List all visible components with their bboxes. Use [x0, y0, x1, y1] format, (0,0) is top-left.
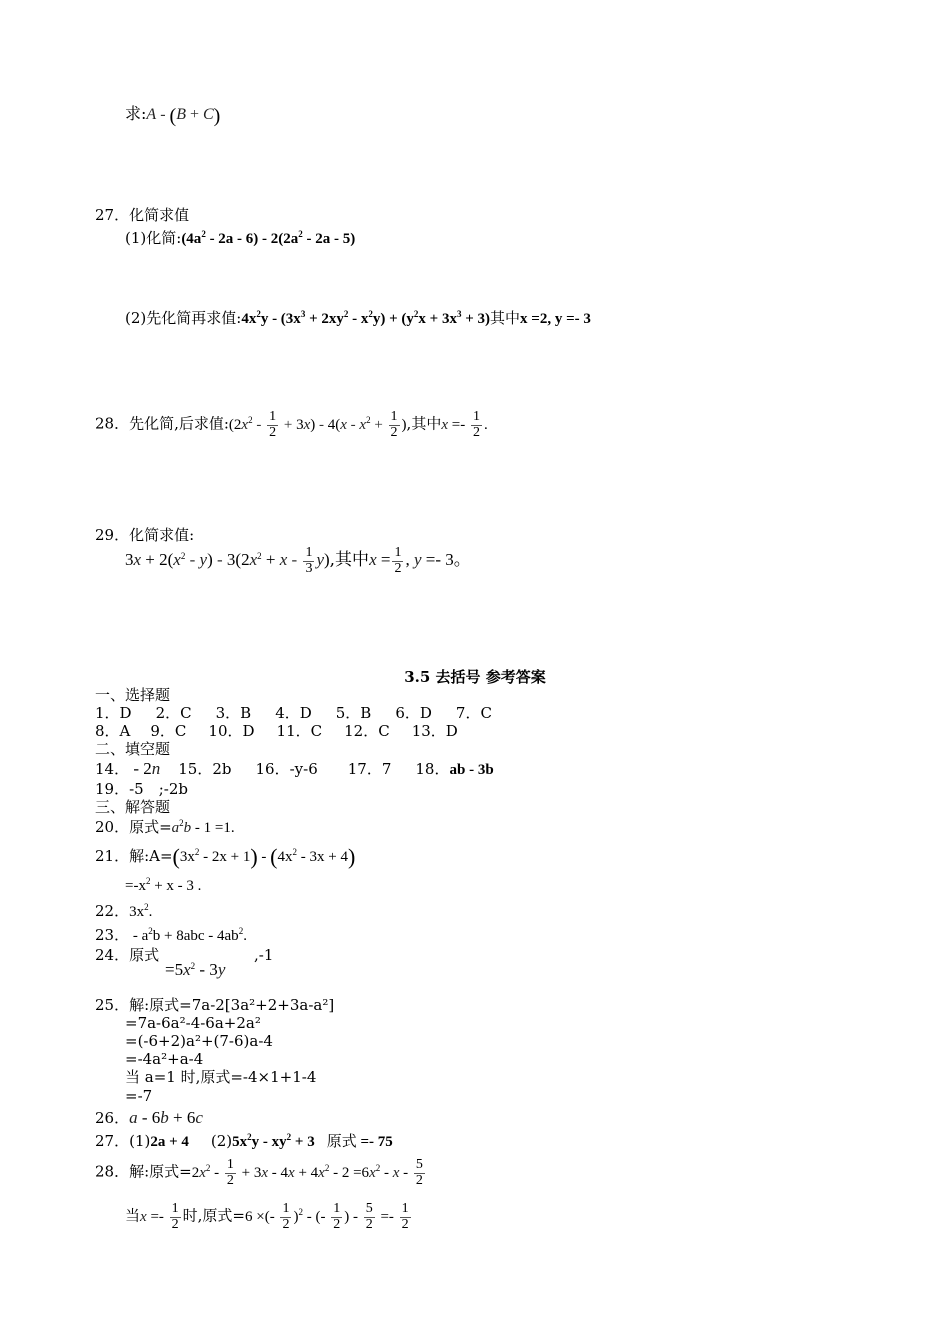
fill-18-label: 18．: [415, 760, 450, 778]
answer-27-part2: $5x^2y - xy^2 + 3$: [232, 1132, 315, 1150]
answer-28-eval: [125, 1202, 413, 1232]
answer-25-line: 25．解:原式=7a-2[3a²+2+3a-a²]: [95, 996, 335, 1014]
answer-21: [95, 844, 355, 870]
q26-expression: A - (B + C): [146, 105, 221, 127]
answer-22: [95, 902, 152, 921]
q27-part1-expression: $(4a^2 - 2a - 6) - 2(2a^2 - 2a - 5)$: [181, 229, 356, 247]
answer-20: [95, 818, 235, 837]
answer-20-label: 20．原式=: [95, 818, 172, 836]
q27-part1-prefix: (1)化简:: [125, 229, 182, 247]
fill-row-1: [95, 759, 494, 779]
mc-item: 13．D: [411, 722, 458, 740]
answer-28-expression: $2x^2$ - $\frac{1}{2}$ + $3x - 4x + 4x^2 - 2 =6x^2 - x$ - $\frac{5}{2}$: [191, 1157, 423, 1188]
answer-24-label: 24．原式: [95, 946, 160, 964]
answer-28-x-value: x =- $\frac{1}{2}$: [140, 1201, 179, 1232]
answer-24-expression: $=5x^2 - 3y$: [165, 960, 226, 979]
answer-21-result: $=-x^2 + x - 3$ .: [125, 876, 202, 894]
mc-row-2: [95, 722, 458, 740]
answer-25-line: =-4a²+a-4: [125, 1050, 204, 1068]
q27-part1: [125, 229, 355, 248]
mc-item: 8．A: [95, 722, 131, 740]
answer-27-result: =- 75: [356, 1134, 393, 1150]
q29-values: x = $\frac{1}{2}$ , y =- 3: [369, 545, 454, 576]
answer-28-shi: 时,原式=: [182, 1206, 245, 1225]
q28-where: ,其中: [406, 414, 442, 433]
q27-part2-where: 其中: [490, 309, 521, 327]
q26-ask-prefix: 求:: [125, 104, 147, 123]
answers-sec3: 三、解答题: [95, 798, 171, 816]
mc-item: 11．C: [276, 722, 323, 740]
answer-22-label: 22．: [95, 902, 130, 920]
mc-item: 12．C: [344, 722, 390, 740]
q29-line: [125, 546, 471, 576]
answer-20-value: $a^2b - 1 =1$.: [171, 818, 235, 836]
fill-14-value: - 2n: [129, 759, 161, 778]
answer-28-computation: 6 ×(- $\frac{1}{2}$ )$^2$ - (- $\frac{1}{2}$ ) - $\frac{5}{2}$ =- $\frac{1}{2}$: [245, 1201, 409, 1232]
fill-14-label: 14．: [95, 760, 130, 778]
mc-row-1: [95, 704, 492, 722]
answer-24-tail: ,-1: [254, 946, 274, 964]
answer-27-part1: 2a + 4: [150, 1134, 189, 1150]
q26-ask: [125, 104, 220, 128]
q29-expression: $3x + 2(x^2 - y) - 3(2x^2 + x$ - $\frac{1}{3}$ y): [125, 545, 330, 576]
fill-17: 17．7: [347, 760, 392, 778]
q28-label: 28．先化简,后求值:: [95, 414, 229, 433]
q28-value: x =- $\frac{1}{2}$ .: [441, 409, 488, 440]
fill-18-value: ab - 3b: [449, 762, 494, 778]
answer-23: [95, 926, 247, 945]
fill-15: 15．2b: [178, 760, 232, 778]
answer-28-when: 当: [125, 1206, 141, 1225]
answer-26-label: 26．: [95, 1109, 130, 1127]
answer-26: [95, 1108, 203, 1128]
answer-21-expression: $(3x^2 - 2x + 1) - (4x^2 - 3x + 4)$: [172, 844, 356, 869]
answer-27-label: 27．(1): [95, 1132, 151, 1150]
q27-part2-expression: $4x^2y - (3x^3 + 2xy^2 - x^2y) + (y^2x + 3x^3 + 3)$: [241, 309, 491, 327]
mc-item: 7．C: [455, 704, 492, 722]
answer-28-label: 28．解:原式=: [95, 1162, 192, 1181]
q27-part2-values: x =2, y =- 3: [520, 311, 591, 327]
mc-item: 2．C: [155, 704, 192, 722]
q29-label: 29．化简求值:: [95, 526, 195, 544]
mc-item: 9．C: [150, 722, 187, 740]
mc-item: 10．D: [208, 722, 255, 740]
answer-21-label: 21．解:A=: [95, 847, 173, 865]
answer-23-value: - $a^2b + 8abc - 4ab^2$.: [129, 926, 247, 944]
answer-26-value: a - 6b + 6c: [129, 1108, 203, 1127]
q27-part2-prefix: (2)先化简再求值:: [125, 309, 242, 327]
mc-item: 3．B: [215, 704, 252, 722]
fill-16: 16．-y-6: [255, 760, 318, 778]
answer-22-value: $3x^2$.: [129, 902, 153, 920]
mc-item: 1．D: [95, 704, 132, 722]
answer-25-line: =(-6+2)a²+(7-6)a-4: [125, 1032, 273, 1050]
answer-25-line: =-7: [125, 1087, 153, 1105]
answers-sec1: 一、选择题: [95, 686, 171, 704]
fill-19: 19．-5 ;-2b: [95, 780, 188, 798]
q27-label: 27．化简求值: [95, 206, 190, 224]
q28-line: [95, 410, 488, 440]
mc-item: 4．D: [275, 704, 312, 722]
q28-expression: ($2x^2$ - $\frac{1}{2}$ + $3x) - 4(x - x^2$ + $\frac{1}{2}$ ): [228, 409, 407, 440]
answer-28: [95, 1158, 427, 1188]
answers-title: 3.5 去括号 参考答案: [404, 668, 546, 686]
q29-where: ,其中: [329, 550, 370, 571]
mc-item: 5．B: [335, 704, 372, 722]
answer-25-line: 当 a=1 时,原式=-4×1+1-4: [125, 1068, 317, 1086]
answer-27: [95, 1132, 393, 1151]
answer-25-line: =7a-6a²-4-6a+2a²: [125, 1014, 261, 1032]
answer-27-mid: (2): [210, 1132, 233, 1150]
mc-item: 6．D: [395, 704, 432, 722]
answer-23-label: 23．: [95, 926, 130, 944]
q29-end: 。: [453, 550, 471, 571]
answers-sec2: 二、填空题: [95, 740, 171, 758]
q27-part2: [125, 309, 591, 328]
answer-27-result-label: 原式: [326, 1132, 357, 1150]
